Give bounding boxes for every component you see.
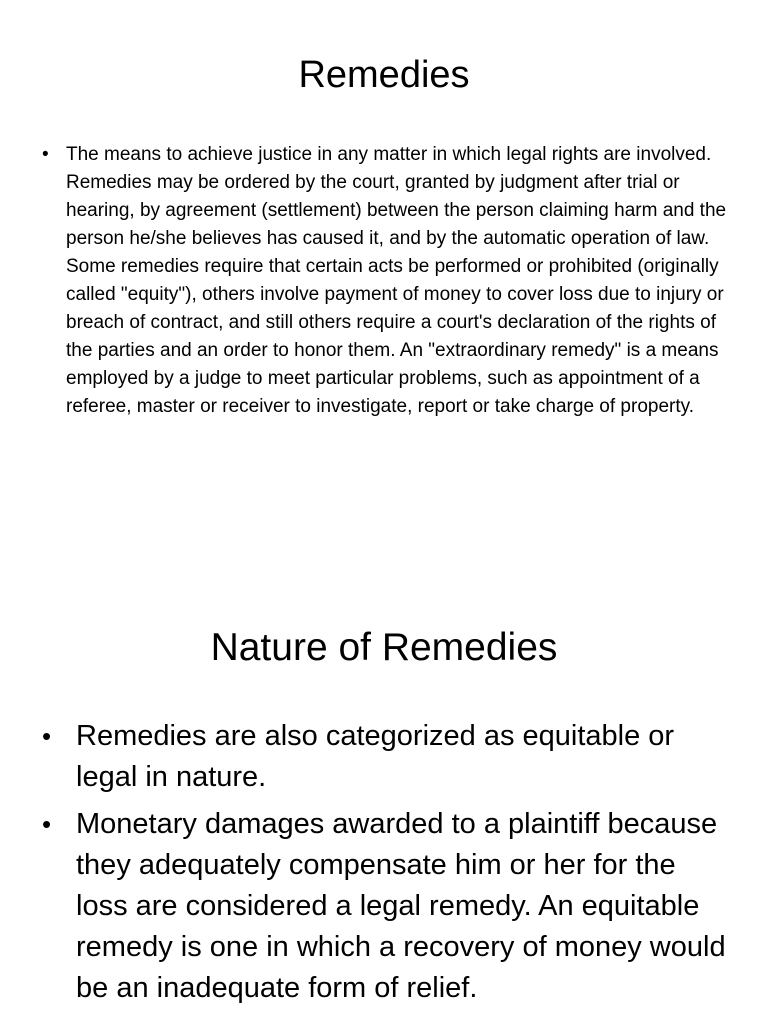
bullet-item bbox=[42, 141, 732, 421]
bullet-text: The means to achieve justice in any matter in which legal rights are involved. Remedies may be ordered by the court, granted by judgment after trial or hearing, by agreement (settlement) between the person claiming harm and the person he/she believes has caused it, and by the automatic operation of law. Some remedies require that certain acts be performed or prohibited (originally called "equity"), others involve payment of money to cover loss due to injury or breach of contract, and still others require a court's declaration of the rights of the parties and an order to honor them. An "extraordinary remedy" is a means employed by a judge to meet particular problems, such as appointment of a referee, master or receiver to investigate, report or take charge of property. bbox=[66, 144, 727, 417]
bullet-icon: • bbox=[42, 144, 49, 165]
slide-title: Remedies bbox=[298, 54, 470, 96]
slide-nature-of-remedies bbox=[0, 576, 768, 1024]
bullet-text: Remedies are also categorized as equitable or legal in nature. bbox=[76, 720, 675, 793]
bullet-icon: • bbox=[42, 809, 52, 839]
bullet-item bbox=[42, 716, 732, 798]
bullet-item bbox=[42, 804, 732, 1009]
bullet-list bbox=[42, 716, 732, 1015]
bullet-text: Monetary damages awarded to a plaintiff because they adequately compensate him or her for the loss are considered a legal remedy. An equitable remedy is one in which a recovery of money would be an inadequate form of relief. bbox=[76, 808, 726, 1004]
bullet-icon: • bbox=[42, 721, 52, 751]
bullet-list bbox=[42, 141, 732, 421]
slide-title: Nature of Remedies bbox=[210, 626, 558, 669]
